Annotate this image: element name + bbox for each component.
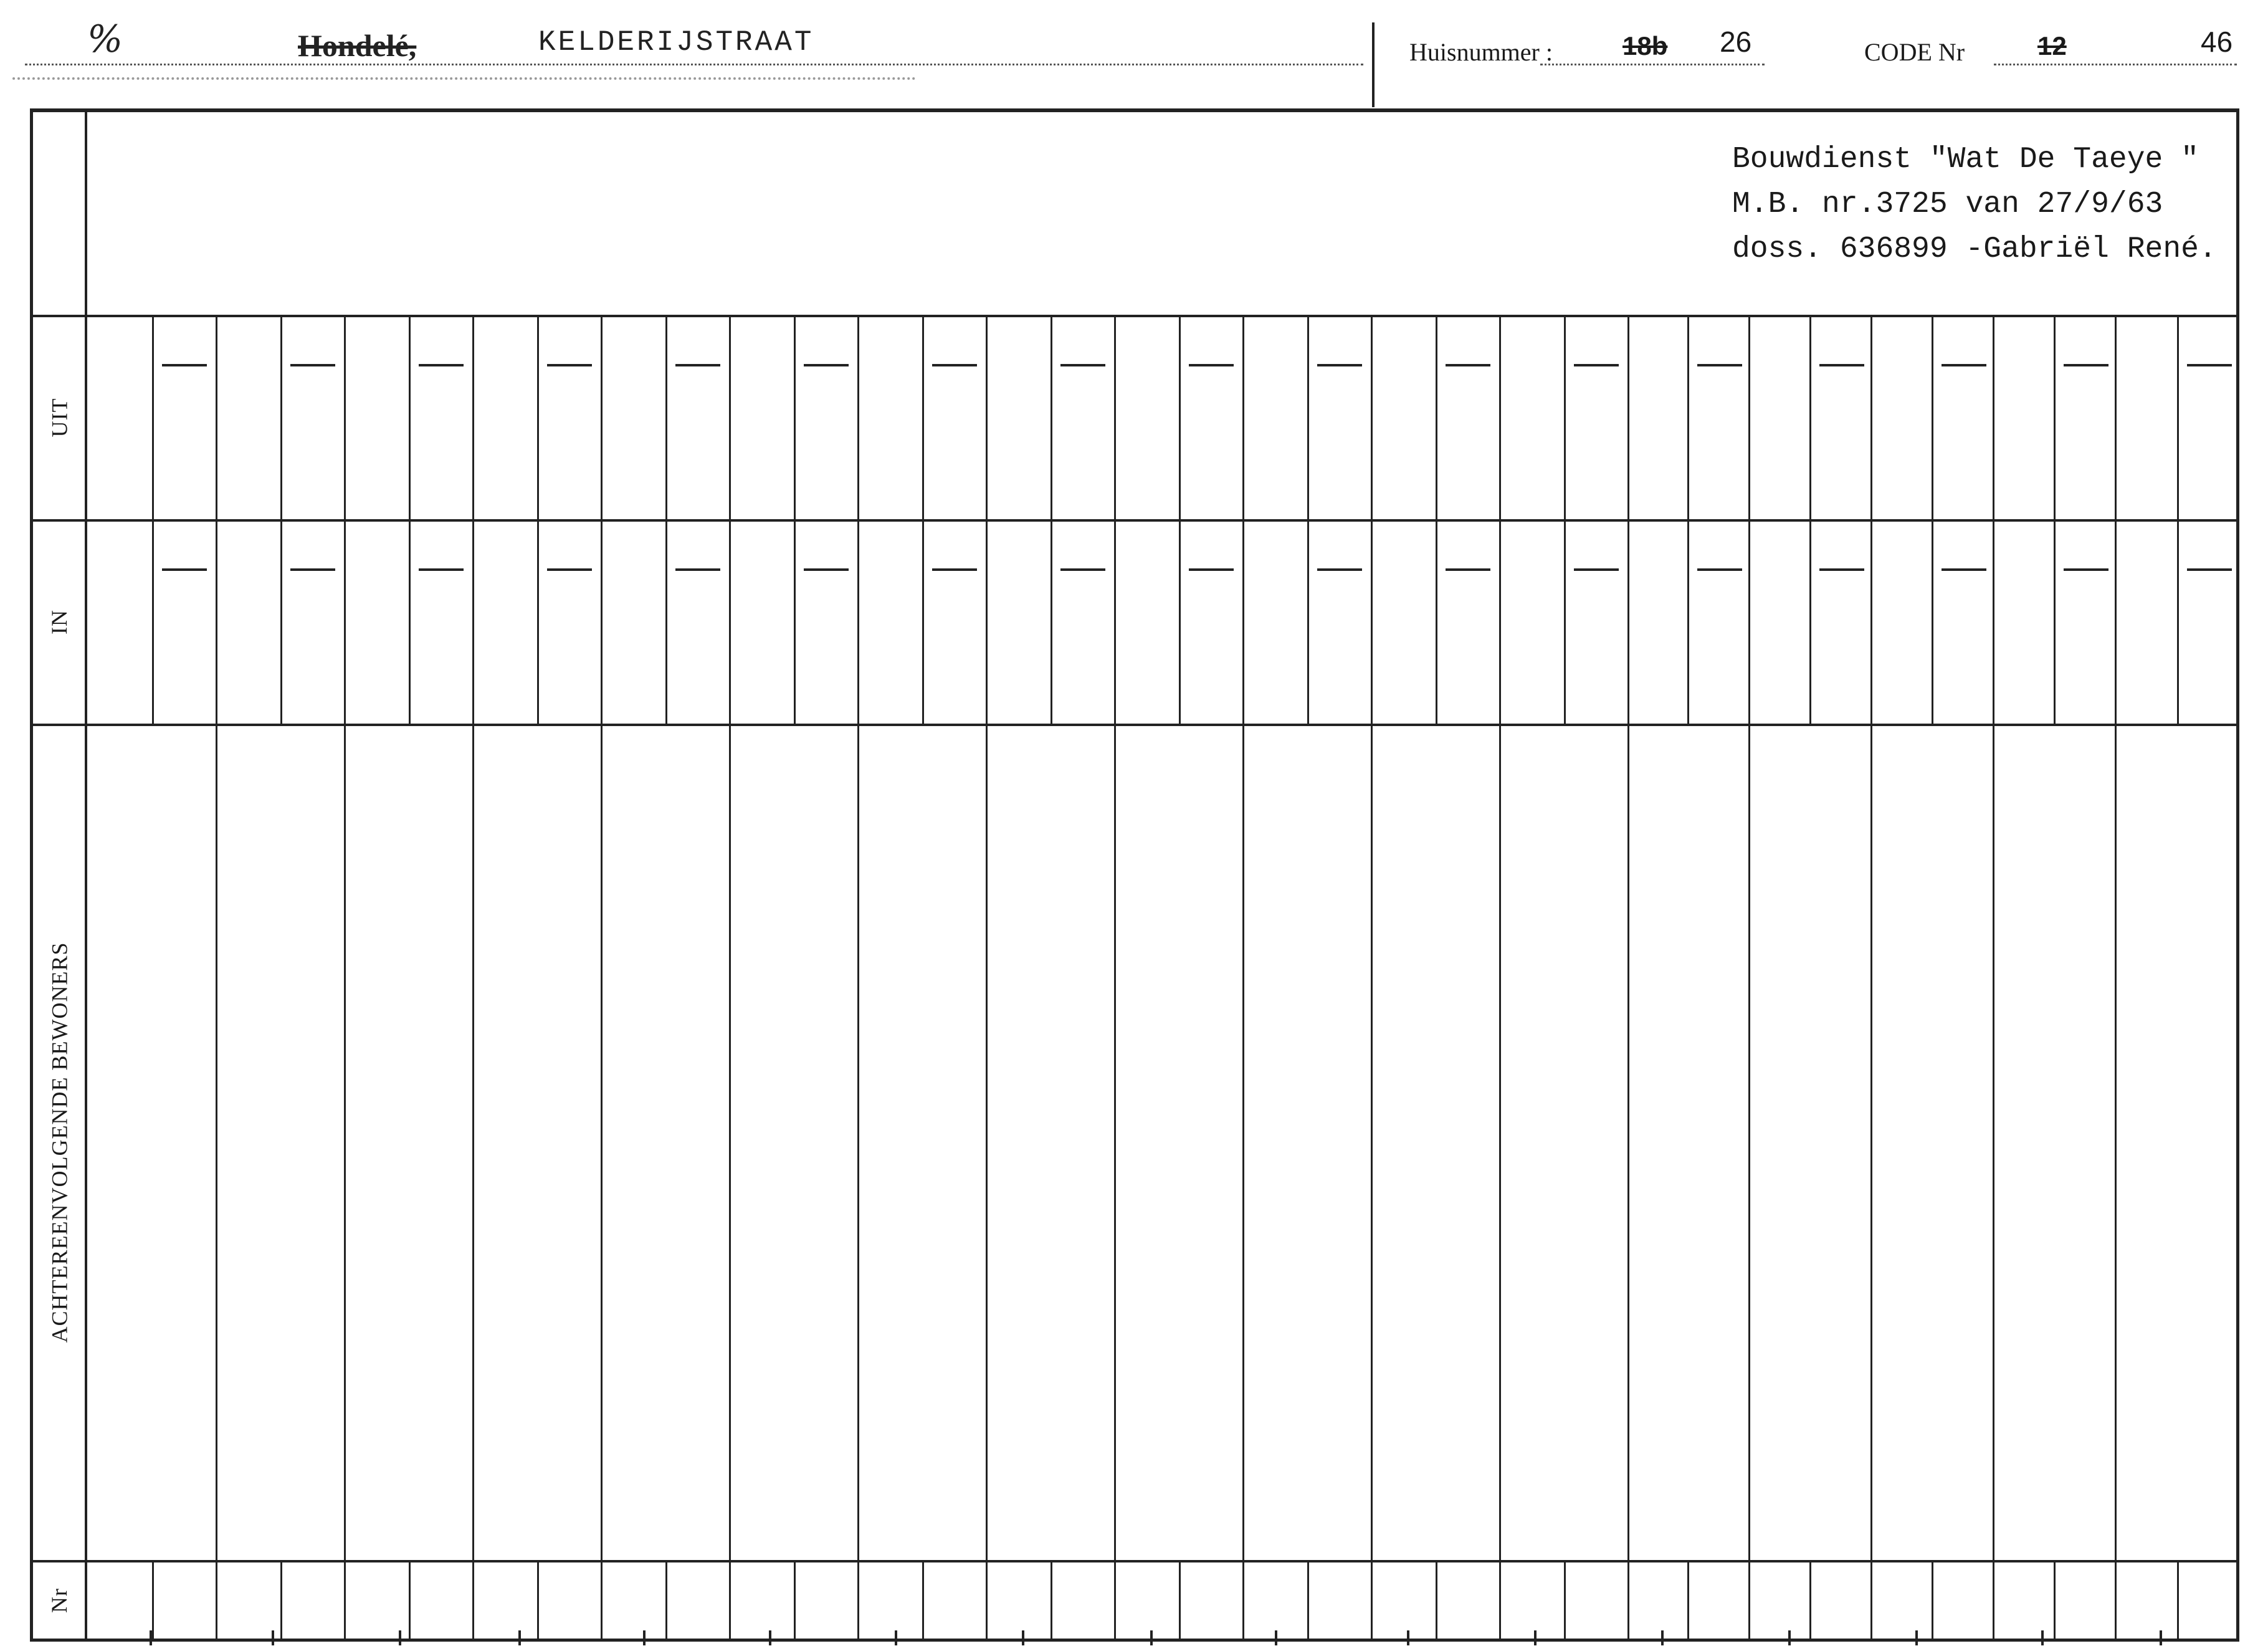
in-dash: [1060, 568, 1105, 571]
column-divider: [216, 316, 217, 1640]
row-label-nr: [44, 1561, 75, 1640]
rule-notes-bottom: [30, 315, 2239, 317]
nr-column-divider: [1564, 1561, 1566, 1640]
in-dash: [1446, 568, 1490, 571]
half-column-divider: [1436, 316, 1437, 724]
uit-dash: [547, 364, 592, 366]
column-divider: [1114, 316, 1116, 1640]
bottom-tick: [518, 1630, 521, 1645]
half-column-divider: [1179, 316, 1181, 724]
bottom-tick: [1150, 1630, 1153, 1645]
nr-column-divider: [1687, 1561, 1689, 1640]
uit-dash: [932, 364, 977, 366]
bottom-tick: [895, 1630, 897, 1645]
uit-dash: [1942, 364, 1986, 366]
in-dash: [1819, 568, 1864, 571]
uit-dash: [419, 364, 464, 366]
half-column-divider: [152, 316, 154, 724]
column-divider: [1371, 316, 1373, 1640]
in-dash: [1574, 568, 1619, 571]
in-dash: [675, 568, 720, 571]
code-number-label: CODE Nr: [1864, 38, 1965, 66]
in-dash: [419, 568, 464, 571]
half-column-divider: [665, 316, 667, 724]
half-column-divider: [1687, 316, 1689, 724]
rule-bewoners-bottom: [30, 1560, 2239, 1562]
in-dash: [290, 568, 335, 571]
column-divider: [857, 316, 859, 1640]
register-frame: [30, 108, 2239, 1642]
nr-column-divider: [2054, 1561, 2056, 1640]
in-dash: [1942, 568, 1986, 571]
half-column-divider: [922, 316, 924, 724]
uit-dash: [675, 364, 720, 366]
nr-column-divider: [1932, 1561, 1933, 1640]
uit-dash: [1697, 364, 1742, 366]
bottom-tick: [769, 1630, 771, 1645]
notes-line-2: M.B. nr.3725 van 27/9/63: [1732, 188, 2163, 221]
nr-column-divider: [1179, 1561, 1181, 1640]
street-smudge-line: [12, 77, 916, 80]
bottom-tick: [643, 1630, 646, 1645]
bottom-tick: [272, 1630, 274, 1645]
nr-column-divider: [794, 1561, 796, 1640]
uit-dash: [804, 364, 849, 366]
nr-column-divider: [665, 1561, 667, 1640]
column-divider: [1993, 316, 1994, 1640]
column-divider: [1748, 316, 1750, 1640]
uit-dash: [1317, 364, 1362, 366]
nr-column-divider: [1436, 1561, 1437, 1640]
in-dash: [932, 568, 977, 571]
column-divider: [1242, 316, 1244, 1640]
uit-dash: [2187, 364, 2232, 366]
uit-dash: [162, 364, 207, 366]
uit-dash: [1819, 364, 1864, 366]
street-name: KELDERIJSTRAAT: [538, 26, 814, 59]
uit-dash: [2064, 364, 2108, 366]
nr-column-divider: [1809, 1561, 1811, 1640]
half-column-divider: [1932, 316, 1933, 724]
header-divider: [1372, 22, 1375, 107]
construction-notes: [1732, 137, 2217, 272]
rule-uit-bottom: [30, 519, 2239, 522]
in-dash: [547, 568, 592, 571]
row-label-in-text: IN: [47, 610, 72, 634]
bottom-tick: [2160, 1630, 2162, 1645]
bottom-tick: [399, 1630, 401, 1645]
row-label-divider: [85, 111, 87, 1639]
in-dash: [162, 568, 207, 571]
uit-dash: [1060, 364, 1105, 366]
half-column-divider: [2177, 316, 2179, 724]
code-number: 46: [2201, 26, 2233, 58]
house-number-label: Huisnummer :: [1409, 38, 1553, 66]
column-divider: [1870, 316, 1872, 1640]
nr-column-divider: [1051, 1561, 1052, 1640]
in-dash: [2064, 568, 2108, 571]
column-divider: [1499, 316, 1501, 1640]
row-label-bewoners-text: ACHTEREENVOLGENDE BEWONERS: [47, 942, 72, 1343]
column-divider: [601, 316, 603, 1640]
house-number-crossed: 18b: [1622, 31, 1668, 60]
bottom-tick: [1534, 1630, 1537, 1645]
uit-dash: [1446, 364, 1490, 366]
column-divider: [2115, 316, 2117, 1640]
row-label-in: [44, 520, 75, 724]
half-column-divider: [1307, 316, 1309, 724]
half-column-divider: [1564, 316, 1566, 724]
street-name-crossed: Hondelé,: [298, 28, 417, 63]
nr-column-divider: [2177, 1561, 2179, 1640]
bottom-tick: [1275, 1630, 1277, 1645]
code-number-crossed: 12: [2037, 31, 2067, 60]
bottom-tick: [1915, 1630, 1918, 1645]
in-dash: [1189, 568, 1234, 571]
half-column-divider: [280, 316, 282, 724]
bottom-tick: [1407, 1630, 1409, 1645]
bottom-tick: [1022, 1630, 1024, 1645]
half-column-divider: [537, 316, 539, 724]
half-column-divider: [794, 316, 796, 724]
half-column-divider: [1051, 316, 1052, 724]
half-column-divider: [1809, 316, 1811, 724]
bottom-tick: [1788, 1630, 1791, 1645]
notes-line-3: doss. 636899 -Gabriël René.: [1732, 232, 2217, 266]
uit-dash: [1574, 364, 1619, 366]
rule-in-bottom: [30, 724, 2239, 726]
in-dash: [2187, 568, 2232, 571]
half-column-divider: [409, 316, 411, 724]
nr-column-divider: [537, 1561, 539, 1640]
street-dotted-line: [25, 64, 1363, 65]
nr-column-divider: [409, 1561, 411, 1640]
handwritten-mark: %: [87, 17, 123, 61]
in-dash: [1317, 568, 1362, 571]
in-dash: [1697, 568, 1742, 571]
nr-column-divider: [152, 1561, 154, 1640]
row-label-uit: [44, 316, 75, 519]
code-number-dotted-line: [1994, 64, 2237, 65]
column-divider: [344, 316, 346, 1640]
column-divider: [729, 316, 731, 1640]
in-dash: [804, 568, 849, 571]
bottom-tick: [2041, 1630, 2044, 1645]
uit-dash: [1189, 364, 1234, 366]
house-number-dotted-line: [1540, 64, 1765, 65]
row-label-uit-text: UIT: [47, 398, 72, 438]
house-number: 26: [1720, 26, 1752, 58]
nr-column-divider: [922, 1561, 924, 1640]
column-divider: [1627, 316, 1629, 1640]
column-divider: [986, 316, 988, 1640]
column-divider: [472, 316, 474, 1640]
nr-column-divider: [1307, 1561, 1309, 1640]
uit-dash: [290, 364, 335, 366]
nr-column-divider: [280, 1561, 282, 1640]
half-column-divider: [2054, 316, 2056, 724]
row-label-bewoners: [44, 725, 75, 1560]
bottom-tick: [150, 1630, 152, 1645]
bottom-tick: [1661, 1630, 1664, 1645]
notes-line-1: Bouwdienst "Wat De Taeye ": [1732, 143, 2199, 176]
row-label-nr-text: Nr: [47, 1588, 72, 1613]
